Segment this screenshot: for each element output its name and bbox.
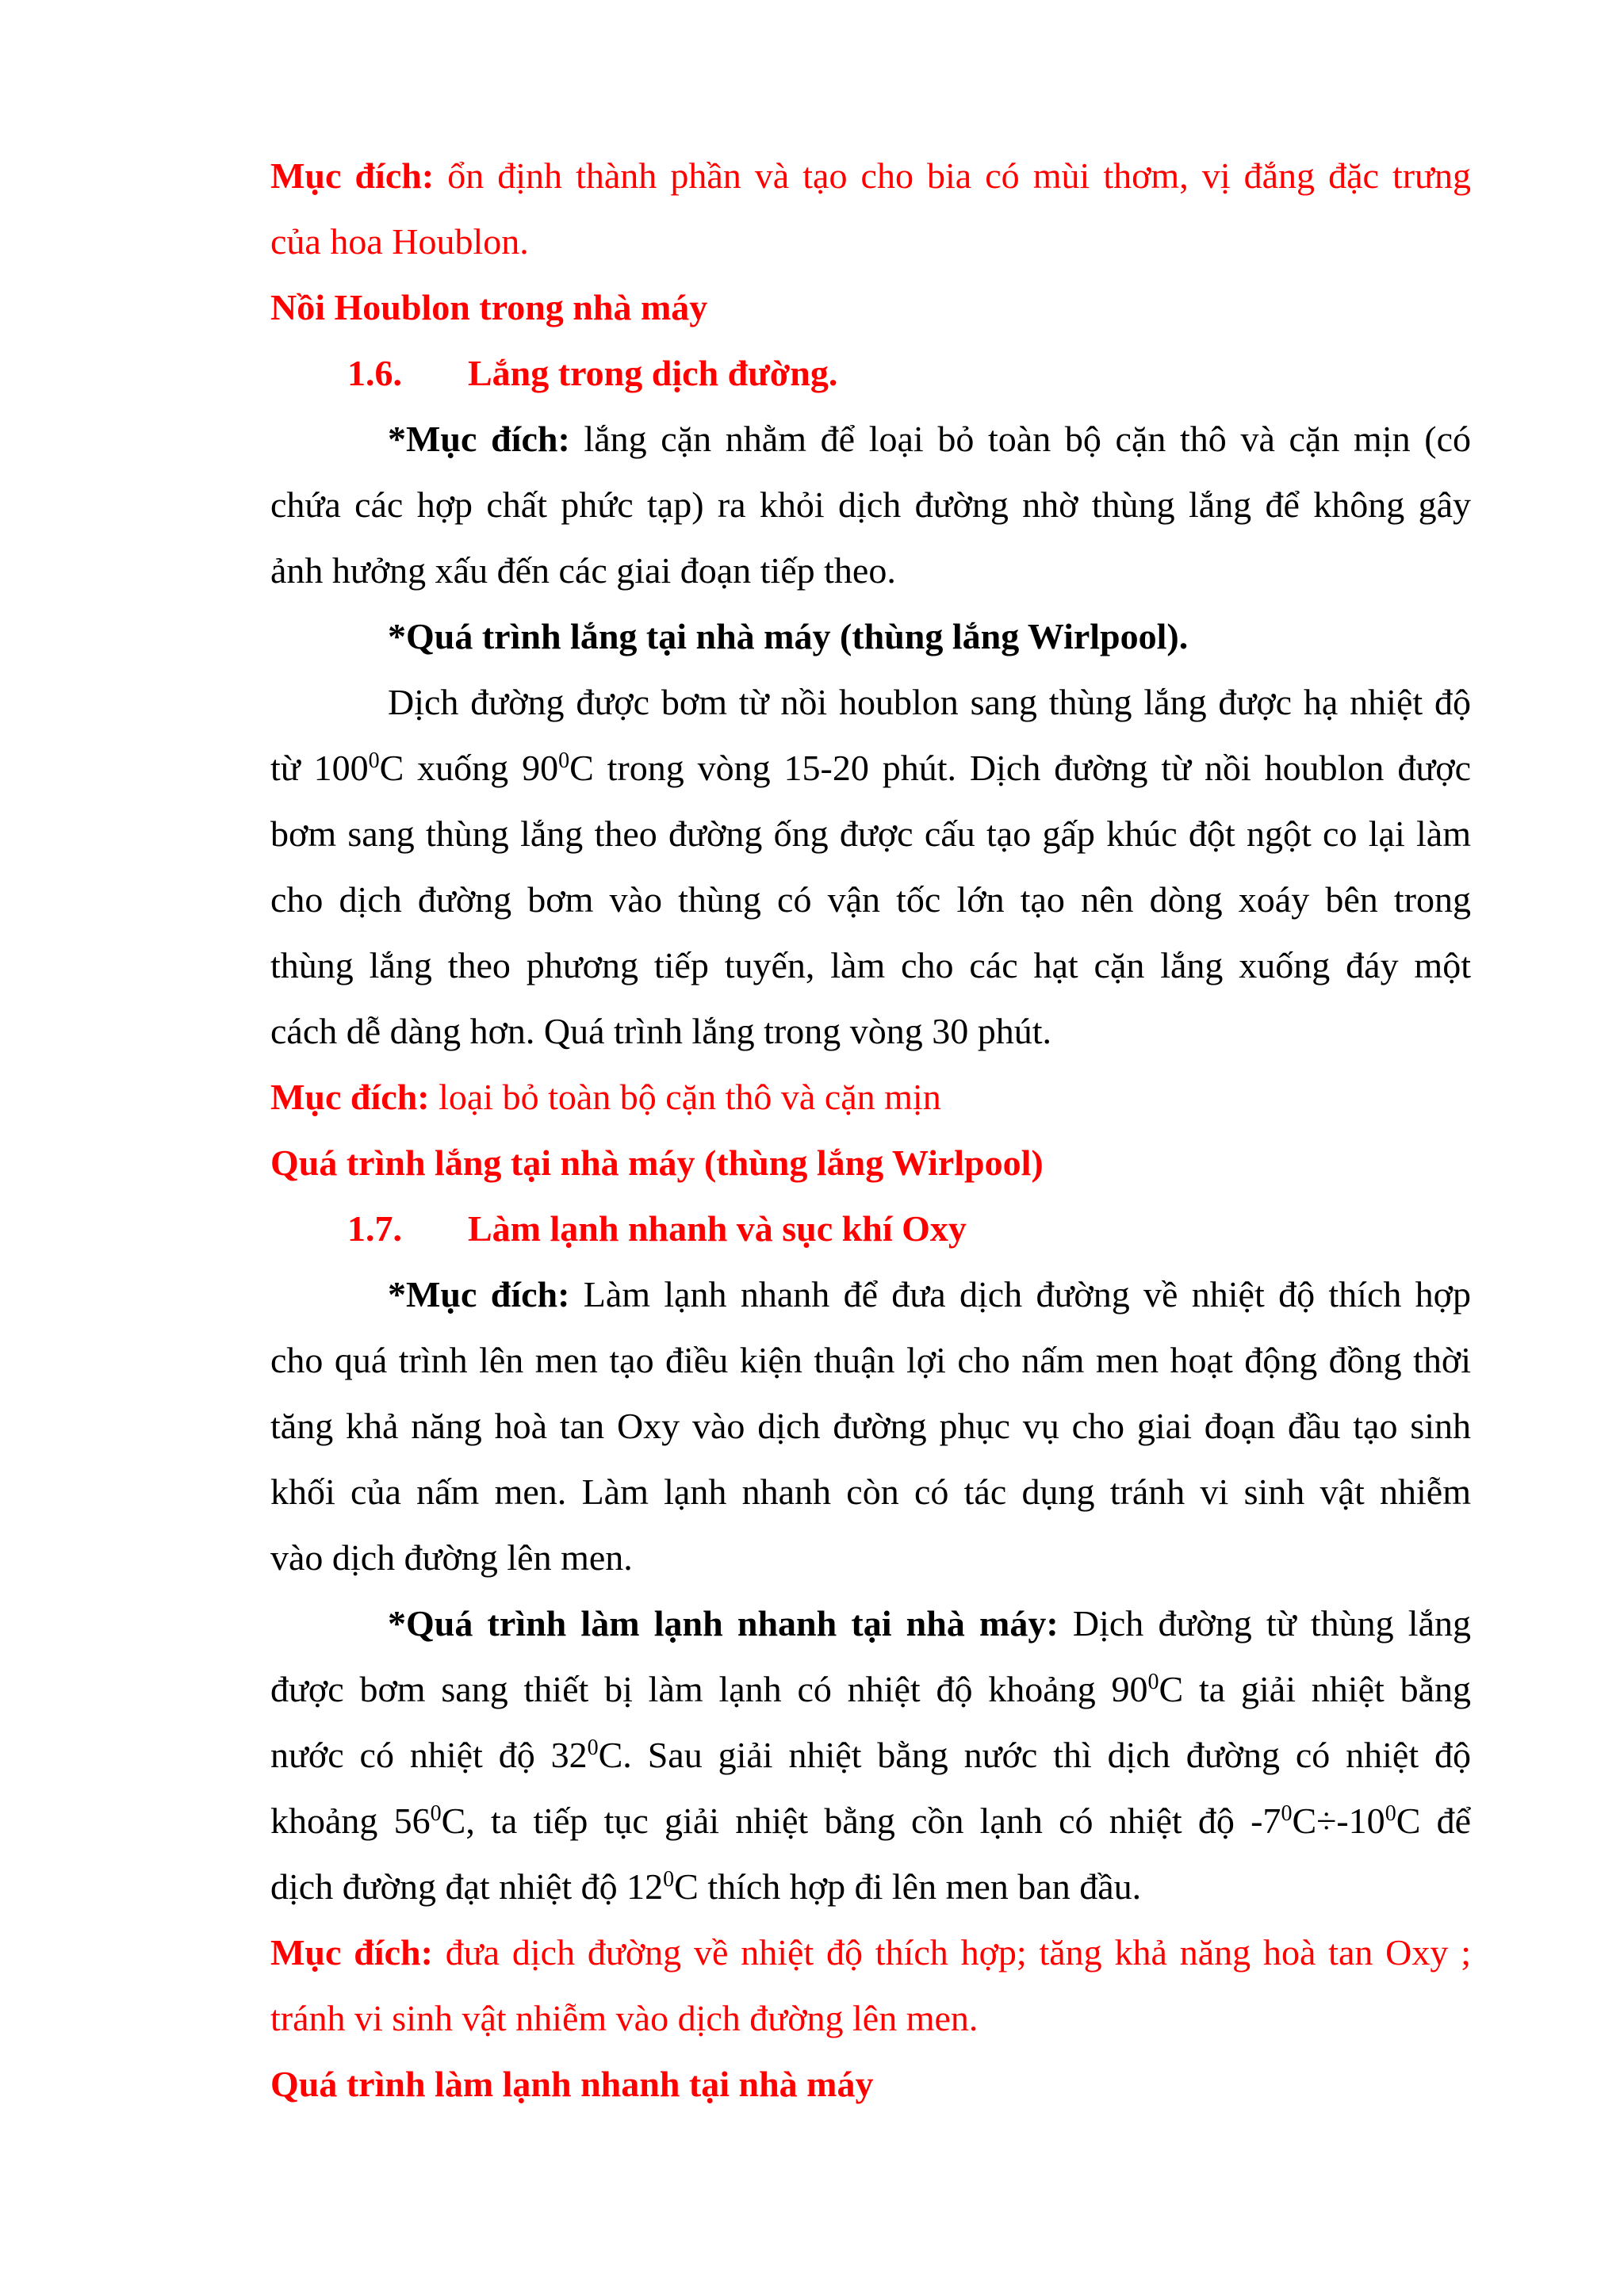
purpose-1-7-line3: tăng khả năng hoà tan Oxy vào dịch đường phục vụ cho giai đoạn đầu tạo sinh [270, 1406, 1471, 1446]
degree-superscript: 0 [1147, 1670, 1159, 1694]
text-run: khoảng 56 [270, 1800, 431, 1841]
red-heading-1-6 [270, 1141, 1044, 1185]
text-run: được bơm sang thiết bị làm lạnh có nhiệt độ khoảng 90 [270, 1669, 1148, 1709]
purpose-text: lắng cặn nhằm để loại bỏ toàn bộ cặn thô và cặn mịn (có [569, 419, 1471, 459]
degree-superscript: 0 [558, 748, 570, 773]
purpose-label: Mục đích: [270, 1932, 433, 1973]
section-heading-1-7 [347, 1207, 967, 1251]
text-run: C thích hợp đi lên men ban đầu. [674, 1866, 1142, 1907]
process-1-6-line5: thùng lắng theo phương tiếp tuyến, làm cho các hạt cặn lắng xuống đáy một [270, 945, 1471, 985]
process-1-7-line3 [270, 1733, 1471, 1777]
purpose-1-7-line1 [388, 1272, 1471, 1317]
heading-houblon [270, 285, 707, 330]
section-heading-1-6 [347, 351, 837, 396]
process-label: *Quá trình làm lạnh nhanh tại nhà máy: [388, 1603, 1059, 1644]
text-run: C ta giải nhiệt bằng [1159, 1669, 1471, 1709]
purpose-1-7-line4: khối của nấm men. Làm lạnh nhanh còn có tác dụng tránh vi sinh vật nhiễm [270, 1471, 1471, 1512]
section-title: Lắng trong dịch đường. [468, 353, 838, 393]
red-purpose-1-7-line1 [270, 1931, 1471, 1975]
process-1-7-line2 [270, 1667, 1471, 1712]
degree-superscript: 0 [430, 1801, 442, 1826]
degree-superscript: 0 [1281, 1801, 1293, 1826]
process-1-6-line4: cho dịch đường bơm vào thùng có vận tốc lớn tạo nên dòng xoáy bên trong [270, 879, 1471, 920]
purpose-houblon-line1 [270, 154, 1471, 198]
purpose-label: Mục đích: [270, 155, 435, 196]
degree-superscript: 0 [1385, 1801, 1396, 1826]
process-1-6-line2 [270, 746, 1471, 790]
degree-superscript: 0 [663, 1867, 675, 1892]
text-run: từ 100 [270, 748, 369, 788]
purpose-label: *Mục đích: [388, 419, 570, 459]
purpose-text: Làm lạnh nhanh để đưa dịch đường về nhiệt độ thích hợp [569, 1274, 1471, 1314]
red-purpose-1-6 [270, 1075, 941, 1119]
purpose-1-6-line2: chứa các hợp chất phức tạp) ra khỏi dịch đường nhờ thùng lắng để không gây [270, 484, 1471, 525]
purpose-houblon-line2: của hoa Houblon. [270, 221, 529, 262]
text-run: nước có nhiệt độ 32 [270, 1735, 588, 1775]
heading-houblon-text: Nồi Houblon trong nhà máy [270, 287, 708, 327]
purpose-label: *Mục đích: [388, 1274, 570, 1314]
process-1-6-heading [388, 614, 1188, 659]
purpose-1-7-line2: cho quá trình lên men tạo điều kiện thuận lợi cho nấm men hoạt động đồng thời [270, 1340, 1471, 1380]
text-run: C để [1396, 1800, 1471, 1841]
purpose-1-7-line5: vào dịch đường lên men. [270, 1537, 633, 1578]
red-heading-text: Quá trình lắng tại nhà máy (thùng lắng Wirlpool) [270, 1142, 1044, 1183]
section-number: 1.6. [347, 353, 402, 393]
purpose-text: ổn định thành phần và tạo cho bia có mùi thơm, vị đắng đặc trưng [434, 155, 1471, 196]
purpose-1-6-line3: ảnh hưởng xấu đến các giai đoạn tiếp theo. [270, 550, 896, 591]
text-run: C. Sau giải nhiệt bằng nước thì dịch đường có nhiệt độ [598, 1735, 1472, 1775]
text-run: C÷-10 [1292, 1800, 1385, 1841]
section-title: Làm lạnh nhanh và sục khí Oxy [468, 1208, 967, 1249]
process-1-6-line1: Dịch đường được bơm từ nồi houblon sang thùng lắng được hạ nhiệt độ [388, 682, 1471, 722]
process-1-7-line4 [270, 1799, 1471, 1843]
purpose-text: đưa dịch đường về nhiệt độ thích hợp; tăng khả năng hoà tan Oxy ; [432, 1932, 1471, 1973]
process-1-7-line1 [388, 1601, 1471, 1646]
process-text: Dịch đường từ thùng lắng [1058, 1603, 1471, 1644]
text-run: C trong vòng 15-20 phút. Dịch đường từ nồi houblon được [569, 748, 1471, 788]
degree-superscript: 0 [368, 748, 380, 773]
degree-superscript: 0 [587, 1735, 599, 1760]
process-1-6-line6: cách dễ dàng hơn. Quá trình lắng trong vòng 30 phút. [270, 1011, 1052, 1051]
process-1-6-line3: bơm sang thùng lắng theo đường ống được cấu tạo gấp khúc đột ngột co lại làm [270, 813, 1471, 854]
red-heading-1-7 [270, 2062, 874, 2107]
section-number: 1.7. [347, 1208, 402, 1249]
process-heading-text: *Quá trình lắng tại nhà máy (thùng lắng Wirlpool). [388, 616, 1189, 656]
text-run: dịch đường đạt nhiệt độ 12 [270, 1866, 664, 1907]
red-heading-text: Quá trình làm lạnh nhanh tại nhà máy [270, 2064, 874, 2104]
red-purpose-1-7-line2: tránh vi sinh vật nhiễm vào dịch đường lên men. [270, 1998, 979, 2038]
purpose-text: loại bỏ toàn bộ cặn thô và cặn mịn [429, 1077, 941, 1117]
purpose-label: Mục đích: [270, 1077, 430, 1117]
process-1-7-line5 [270, 1865, 1141, 1909]
text-run: C xuống 90 [379, 748, 559, 788]
text-run: C, ta tiếp tục giải nhiệt bằng cồn lạnh có nhiệt độ -7 [441, 1800, 1281, 1841]
purpose-1-6-line1 [388, 417, 1471, 461]
